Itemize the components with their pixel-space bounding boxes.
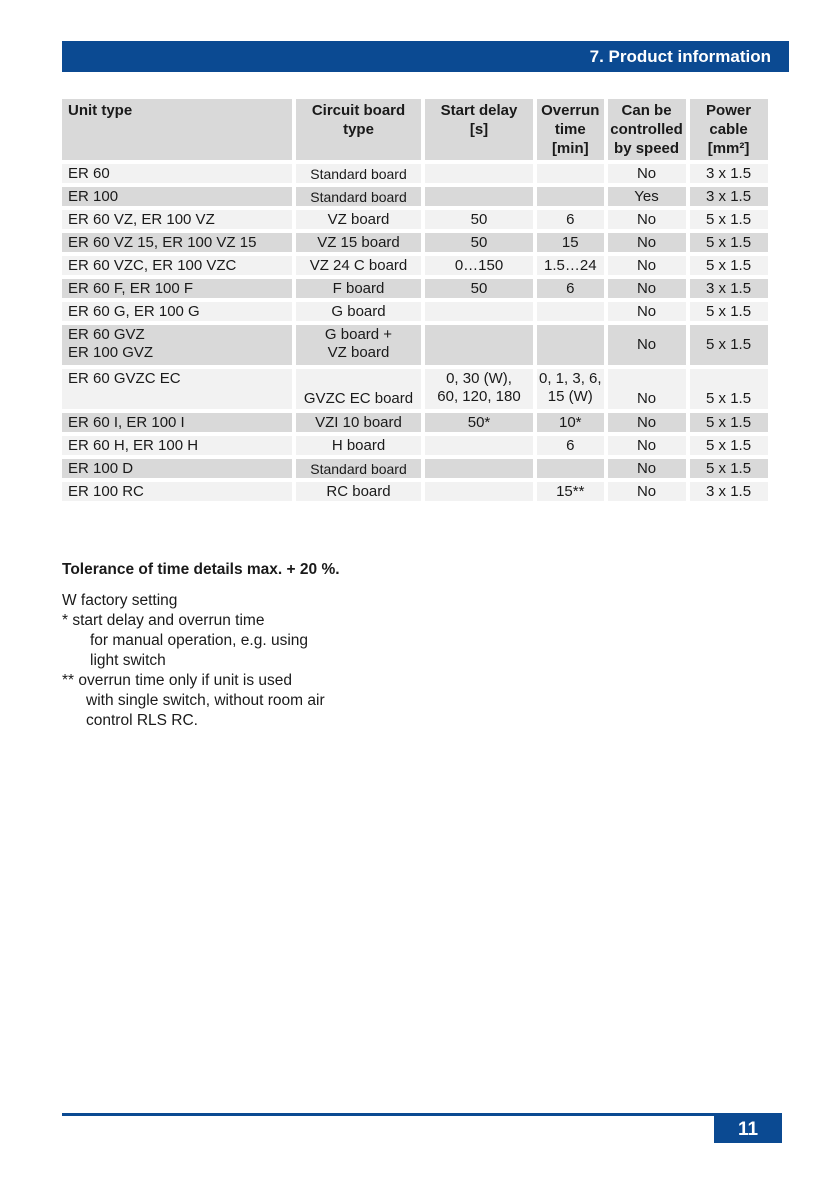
table-row: [62, 302, 768, 321]
cell-board: G board: [296, 302, 421, 321]
cell-cable: 3 x 1.5: [690, 482, 768, 501]
cell-speed: No: [608, 233, 686, 252]
cell-unit: ER 100 D: [62, 459, 292, 478]
header-power-cable: Power cable [mm²]: [690, 99, 768, 160]
cell-board: Standard board: [296, 459, 421, 478]
table-row: [62, 369, 768, 409]
cell-overrun: 6: [537, 210, 604, 229]
header-overrun-time: Overrun time [min]: [537, 99, 604, 160]
table-row: [62, 256, 768, 275]
cell-board: F board: [296, 279, 421, 298]
cell-delay: [425, 302, 533, 321]
cell-cable: 3 x 1.5: [690, 187, 768, 206]
cell-board: VZ board: [296, 210, 421, 229]
cell-overrun: 1.5…24: [537, 256, 604, 275]
header-bar: [62, 41, 789, 72]
cell-unit: ER 60: [62, 164, 292, 183]
cell-unit: ER 100 RC: [62, 482, 292, 501]
header-circuit-board: Circuit board type: [296, 99, 421, 160]
footnotes: [62, 560, 340, 731]
cell-speed: No: [608, 210, 686, 229]
table-row: [62, 413, 768, 432]
cell-unit: ER 60 VZ 15, ER 100 VZ 15: [62, 233, 292, 252]
cell-cable: 5 x 1.5: [690, 210, 768, 229]
cell-unit: ER 60 G, ER 100 G: [62, 302, 292, 321]
cell-speed: No: [608, 369, 686, 409]
cell-speed: Yes: [608, 187, 686, 206]
tolerance-note: Tolerance of time details max. + 20 %.: [62, 561, 340, 578]
cell-unit: ER 60 VZC, ER 100 VZC: [62, 256, 292, 275]
cell-speed: No: [608, 459, 686, 478]
cell-delay: 50: [425, 233, 533, 252]
cell-unit: ER 60 H, ER 100 H: [62, 436, 292, 455]
table-row: [62, 233, 768, 252]
cell-delay: 0, 30 (W), 60, 120, 180: [425, 369, 533, 409]
table-row: [62, 325, 768, 365]
cell-unit: ER 100: [62, 187, 292, 206]
cell-speed: No: [608, 482, 686, 501]
cell-cable: 5 x 1.5: [690, 302, 768, 321]
cell-unit: ER 60 VZ, ER 100 VZ: [62, 210, 292, 229]
cell-delay: [425, 164, 533, 183]
cell-speed: No: [608, 325, 686, 365]
header-start-delay: Start delay [s]: [425, 99, 533, 160]
cell-board: H board: [296, 436, 421, 455]
cell-cable: 3 x 1.5: [690, 279, 768, 298]
cell-delay: [425, 459, 533, 478]
cell-board: VZ 24 C board: [296, 256, 421, 275]
cell-unit: ER 60 GVZC EC: [62, 369, 292, 409]
cell-overrun: [537, 164, 604, 183]
table-row: [62, 436, 768, 455]
cell-speed: No: [608, 164, 686, 183]
cell-overrun: 15**: [537, 482, 604, 501]
cell-delay: 50*: [425, 413, 533, 432]
cell-delay: 50: [425, 279, 533, 298]
cell-cable: 5 x 1.5: [690, 413, 768, 432]
table-row: [62, 459, 768, 478]
table-row: [62, 210, 768, 229]
cell-cable: 5 x 1.5: [690, 256, 768, 275]
cell-overrun: 0, 1, 3, 6, 15 (W): [537, 369, 604, 409]
cell-cable: 5 x 1.5: [690, 325, 768, 365]
table-row: [62, 482, 768, 501]
cell-cable: 5 x 1.5: [690, 233, 768, 252]
header-unit-type: Unit type: [62, 99, 292, 160]
note-factory-setting: W factory setting: [62, 592, 178, 609]
note-double-star-line-3: control RLS RC.: [86, 712, 198, 729]
table-row: [62, 164, 768, 183]
cell-board: G board + VZ board: [296, 325, 421, 365]
cell-overrun: [537, 459, 604, 478]
table-row: [62, 279, 768, 298]
product-table: [58, 95, 772, 505]
cell-board: Standard board: [296, 164, 421, 183]
cell-cable: 5 x 1.5: [690, 436, 768, 455]
table-row: [62, 187, 768, 206]
cell-overrun: [537, 187, 604, 206]
note-star-line-3: light switch: [90, 652, 166, 669]
cell-delay: [425, 482, 533, 501]
cell-board: VZI 10 board: [296, 413, 421, 432]
cell-delay: 50: [425, 210, 533, 229]
note-double-star-line-2: with single switch, without room air: [86, 692, 325, 709]
cell-delay: [425, 436, 533, 455]
section-title: 7. Product information: [589, 47, 771, 66]
cell-delay: 0…150: [425, 256, 533, 275]
cell-unit: ER 60 F, ER 100 F: [62, 279, 292, 298]
table-header-row: [62, 99, 768, 160]
cell-overrun: [537, 302, 604, 321]
note-star-line-2: for manual operation, e.g. using: [90, 632, 308, 649]
cell-delay: [425, 187, 533, 206]
cell-delay: [425, 325, 533, 365]
page-number: 11: [714, 1116, 782, 1143]
cell-speed: No: [608, 436, 686, 455]
cell-unit: ER 60 GVZ ER 100 GVZ: [62, 325, 292, 365]
cell-overrun: 6: [537, 436, 604, 455]
cell-board: GVZC EC board: [296, 369, 421, 409]
cell-board: Standard board: [296, 187, 421, 206]
cell-speed: No: [608, 256, 686, 275]
header-speed-control: Can be controlled by speed: [608, 99, 686, 160]
cell-speed: No: [608, 413, 686, 432]
cell-cable: 5 x 1.5: [690, 459, 768, 478]
note-double-star-line-1: ** overrun time only if unit is used: [62, 672, 293, 689]
cell-overrun: 6: [537, 279, 604, 298]
note-star-line-1: * start delay and overrun time: [62, 612, 265, 629]
cell-overrun: [537, 325, 604, 365]
cell-overrun: 15: [537, 233, 604, 252]
cell-board: RC board: [296, 482, 421, 501]
cell-board: VZ 15 board: [296, 233, 421, 252]
cell-cable: 3 x 1.5: [690, 164, 768, 183]
cell-speed: No: [608, 279, 686, 298]
cell-unit: ER 60 I, ER 100 I: [62, 413, 292, 432]
footer-rule: [62, 1113, 782, 1116]
cell-speed: No: [608, 302, 686, 321]
cell-overrun: 10*: [537, 413, 604, 432]
cell-cable: 5 x 1.5: [690, 369, 768, 409]
